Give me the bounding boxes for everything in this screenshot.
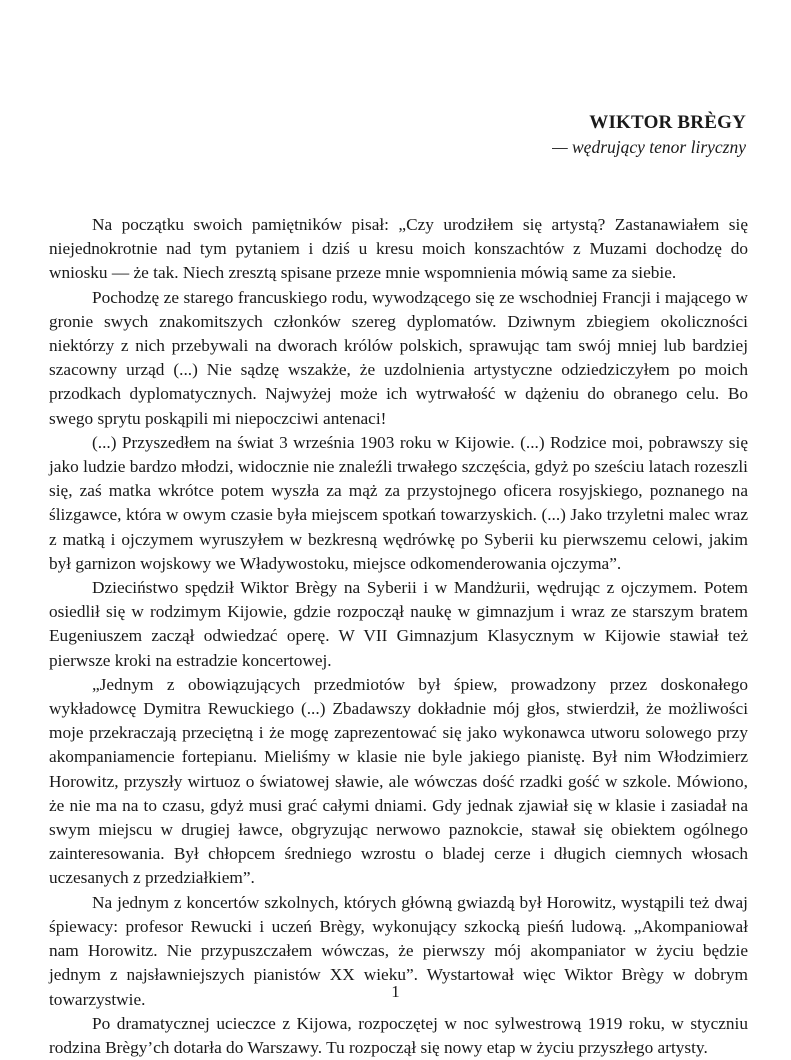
chapter-subtitle: — wędrujący tenor liryczny	[552, 137, 746, 157]
chapter-title: WIKTOR BRÈGY	[589, 112, 746, 133]
body-text	[49, 213, 748, 1060]
paragraph: Pochodzę ze starego francuskiego rodu, wywodzącego się ze wschodniej Francji i mającego w gronie swych znakomitszych członków szereg dyplomatów. Dziwnym zbiegiem okoliczności niektórzy z nich przebywali na dworach królów polskich, sprawując tam swój mniej lub bardziej szacowny urząd (...) Nie sądzę wszakże, że uzdolnienia artystyczne odziedziczyłem po moich przodkach dyplomatycznych. Najwyżej może ich wytrwałość w dążeniu do obranego celu. Bo swego sprytu poskąpili mi niepoczciwi antenaci!	[49, 287, 748, 428]
paragraph: (...) Przyszedłem na świat 3 września 1903 roku w Kijowie. (...) Rodzice moi, pobrawszy się jako ludzie bardzo młodzi, widocznie nie znaleźli trwałego szczęścia, gdyż po sześciu latach rozeszli się, zaś matka wkrótce potem wyszła za mąż za przystojnego oficera rosyjskiego, poznanego na ślizgawce, która w owym czasie była miejscem spotkań towarzyskich. (...) Jako trzyletni malec wraz z matką i ojczymem wyruszyłem w bezkresną wędrówkę po Syberii ku pierwszemu celowi, jakim był garnizon wojskowy we Władywostoku, miejsce odkomenderowania ojczyma”.	[49, 432, 748, 573]
chapter-header	[552, 111, 746, 159]
paragraph: Na początku swoich pamiętników pisał: „Czy urodziłem się artystą? Zastanawiałem się niejednokrotnie nad tym pytaniem i dziś u kresu moich konszachtów z Muzami dochodzę do wniosku — że tak. Niech zresztą spisane przeze mnie wspomnienia mówią same za siebie.	[49, 215, 748, 283]
page-number: 1	[391, 982, 400, 1001]
paragraph: Po dramatycznej ucieczce z Kijowa, rozpoczętej w noc sylwestrową 1919 roku, w styczniu rodzina Brègy’ch dotarła do Warszawy. Tu rozpoczął się nowy etap w życiu przyszłego artysty.	[49, 1013, 748, 1057]
paragraph: Dzieciństwo spędził Wiktor Brègy na Syberii i w Mandżurii, wędrując z ojczymem. Potem osiedlił się w rodzimym Kijowie, gdzie rozpoczął naukę w gimnazjum i wraz ze starszym bratem Eugeniuszem zaczął odwiedzać operę. W VII Gimnazjum Klasycznym w Kijowie stawiał też pierwsze kroki na estradzie koncertowej.	[49, 578, 748, 670]
paragraph: Na jednym z koncertów szkolnych, których główną gwiazdą był Horowitz, wystąpili też dwaj śpiewacy: profesor Rewucki i uczeń Brègy, wykonujący szkocką pieśń ludową. „Akompaniował nam Horowitz. Nie przypuszczałem wówczas, że pierwszy mój akompaniator w życiu będzie jednym z najsławniejszych pianistów XX wieku”. Wystartował więc Wiktor Brègy w dobrym towarzystwie.	[49, 892, 748, 1009]
paragraph: „Jednym z obowiązujących przedmiotów był śpiew, prowadzony przez doskonałego wykładowcę Dymitra Rewuckiego (...) Zbadawszy dokładnie mój głos, stwierdził, że możliwości moje przekraczają przeciętną i że mogę zaprezentować się jako wykonawca utworu solowego przy akompaniamencie fortepianu. Mieliśmy w klasie nie byle jakiego pianistę. Był nim Włodzimierz Horowitz, przyszły wirtuoz o światowej sławie, ale wówczas dość rzadki gość w szkole. Mówiono, że nie ma na to czasu, gdyż musi grać całymi dniami. Gdy jednak zjawiał się w klasie i zasiadał na swym miejscu w drugiej ławce, obgryzując nerwowo paznokcie, stawał się obiektem ogólnego zainteresowania. Był chłopcem średniego wzrostu o bladej cerze i długich ciemnych włosach uczesanych z przedziałkiem”.	[49, 674, 748, 888]
